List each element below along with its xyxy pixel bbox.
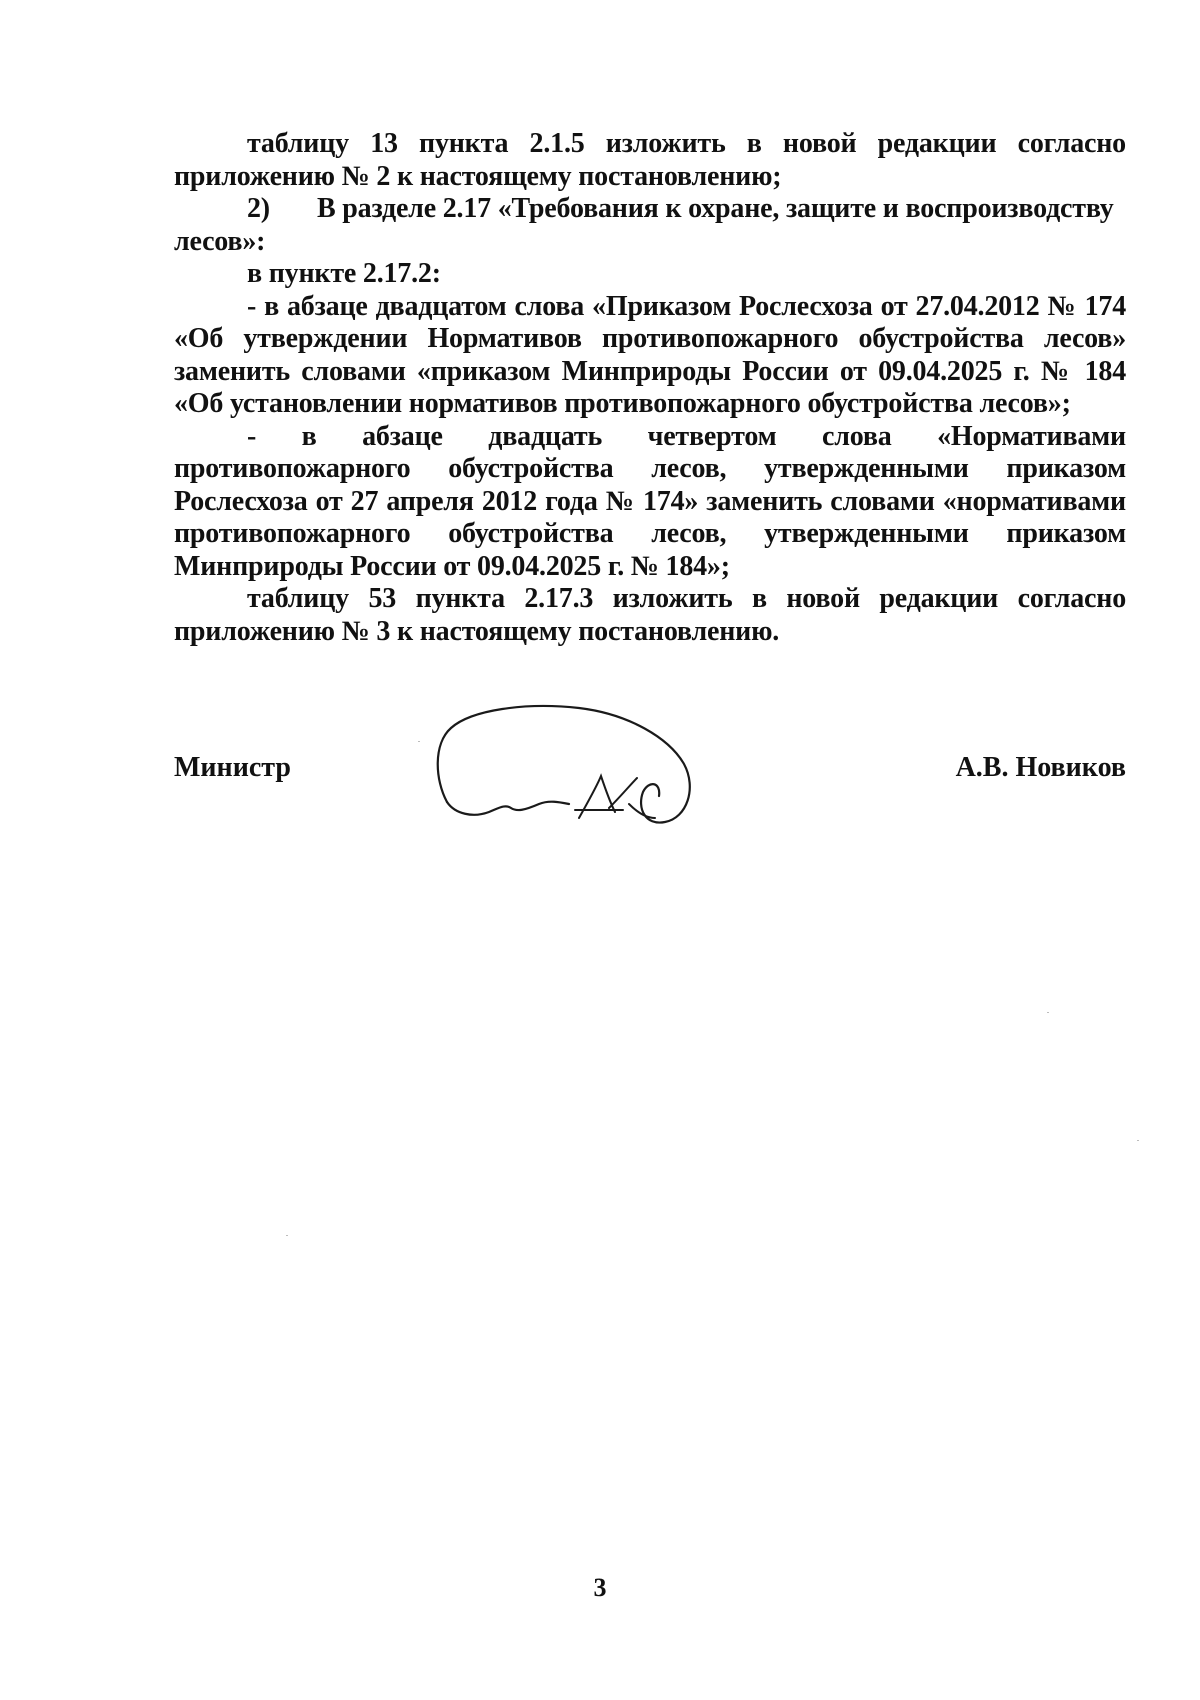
scan-speck [1047,1012,1049,1013]
scan-speck [286,1235,288,1236]
paragraph-point-2-17-2: в пункте 2.17.2: [247,258,441,289]
list-item-text: В разделе 2.17 «Требования к охране, защите и воспроизводству [317,193,1114,224]
paragraph-table-53: таблицу 53 пункта 2.17.3 изложить в новой редакции согласно приложению № 3 к настоящему постановлению. [174,583,1126,647]
scan-speck [1137,1140,1139,1141]
page-number: 3 [593,1573,607,1602]
paragraph-table-13: таблицу 13 пункта 2.1.5 изложить в новой редакции согласно приложению № 2 к настоящему постановлению; [174,128,1126,192]
signatory-name: А.В. Новиков [955,752,1126,783]
signatory-title: Министр [174,752,291,783]
list-item-2 [174,193,1126,226]
paragraph-abzats-20: - в абзаце двадцатом слова «Приказом Рослесхоза от 27.04.2012 № 174 «Об утверждении Нормативов противопожарного обустройства лесов» заменить словами «приказом Минприроды России от 09.04.2025 г. № 184 «Об установлении нормативов противопожарного обустройства лесов»; [174,290,1126,419]
list-item-continuation: лесов»: [174,225,266,257]
signature-block [174,700,1126,850]
scan-speck [418,741,420,742]
paragraph-abzats-24: - в абзаце двадцать четвертом слова «Нормативами противопожарного обустройства лесов, утвержденными приказом Рослесхоза от 27 апреля 2012 года № 174» заменить словами «нормативами противопожарного обустройства лесов, утвержденными приказом Минприроды России от 09.04.2025 г. № 184»; [174,420,1126,582]
handwritten-signature [429,700,709,840]
list-item-number: 2) [247,193,270,224]
document-body [174,128,1126,648]
